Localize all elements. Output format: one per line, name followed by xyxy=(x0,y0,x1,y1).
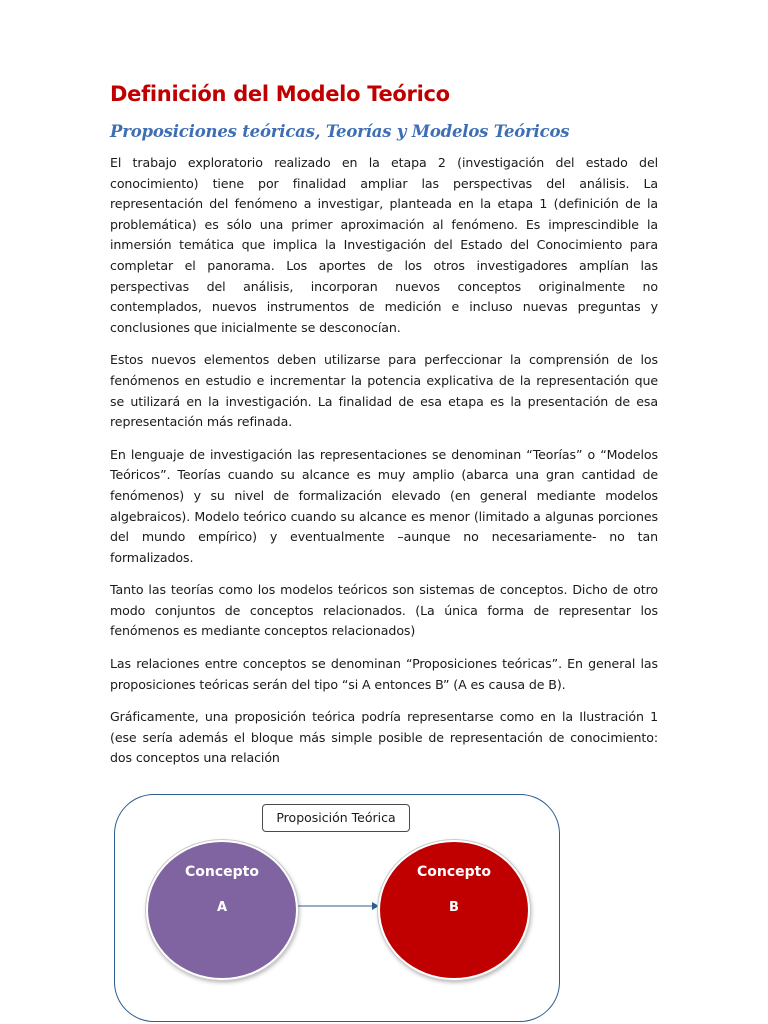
concept-b-circle xyxy=(378,840,530,980)
paragraph: Las relaciones entre conceptos se denominan “Proposiciones teóricas”. En general las proposiciones teóricas serán del tipo “si A entonces B” (A es causa de B). xyxy=(110,656,658,692)
section-subtitle: Proposiciones teóricas, Teorías y Modelos Teóricos xyxy=(110,122,570,141)
paragraph: En lenguaje de investigación las representaciones se denominan “Teorías” o “Modelos Teóricos”. Teorías cuando su alcance es muy amplio (abarca una gran cantidad de fenómenos) y su nivel de formalización elevado (en general mediante modelos algebraicos). Modelo teórico cuando su alcance es menor (limitado a algunas porciones del mundo empírico) y eventualmente –aunque no necesariamente- no tan formalizados. xyxy=(110,446,658,565)
paragraph: El trabajo exploratorio realizado en la etapa 2 (investigación del estado del conocimiento) tiene por finalidad ampliar las perspectivas del análisis. La representación del fenómeno a investigar, planteada en la etapa 1 (definición de la problemática) es sólo una primer aproximación al fenómeno. Es imprescindible la inmersión temática que implica la Investigación del Estado del Conocimiento para completar el panorama. Los aportes de los otros investigadores amplían las perspectivas del análisis, incorporan nuevos conceptos originalmente no contemplados, nuevos instrumentos de medición e incluso nuevas preguntas y conclusiones que inicialmente se desconocían. xyxy=(110,155,658,335)
paragraph: Gráficamente, una proposición teórica podría representarse como en la Ilustración 1 (ese sería además el bloque más simple posible de representación de conocimiento: dos conceptos una relación xyxy=(110,709,658,766)
paragraph: Tanto las teorías como los modelos teóricos son sistemas de conceptos. Dicho de otro modo conjuntos de conceptos relacionados. (La única forma de representar los fenómenos es mediante conceptos relacionados) xyxy=(110,582,658,639)
relation-arrow-icon xyxy=(298,896,380,916)
concept-b-letter: B xyxy=(449,900,459,915)
page-title: Definición del Modelo Teórico xyxy=(110,82,450,106)
proposition-label: Proposición Teórica xyxy=(262,804,410,832)
concept-b-title: Concepto xyxy=(417,864,491,880)
paragraph: Estos nuevos elementos deben utilizarse para perfeccionar la comprensión de los fenómenos en estudio e incrementar la potencia explicativa de la representación que se utilizará en la investigación. La finalidad de esa etapa es la presentación de esa representación más refinada. xyxy=(110,352,658,430)
concept-a-letter: A xyxy=(216,900,228,915)
concept-a-title: Concepto xyxy=(185,864,259,880)
document-body xyxy=(110,82,658,781)
concept-a-circle xyxy=(146,840,298,980)
